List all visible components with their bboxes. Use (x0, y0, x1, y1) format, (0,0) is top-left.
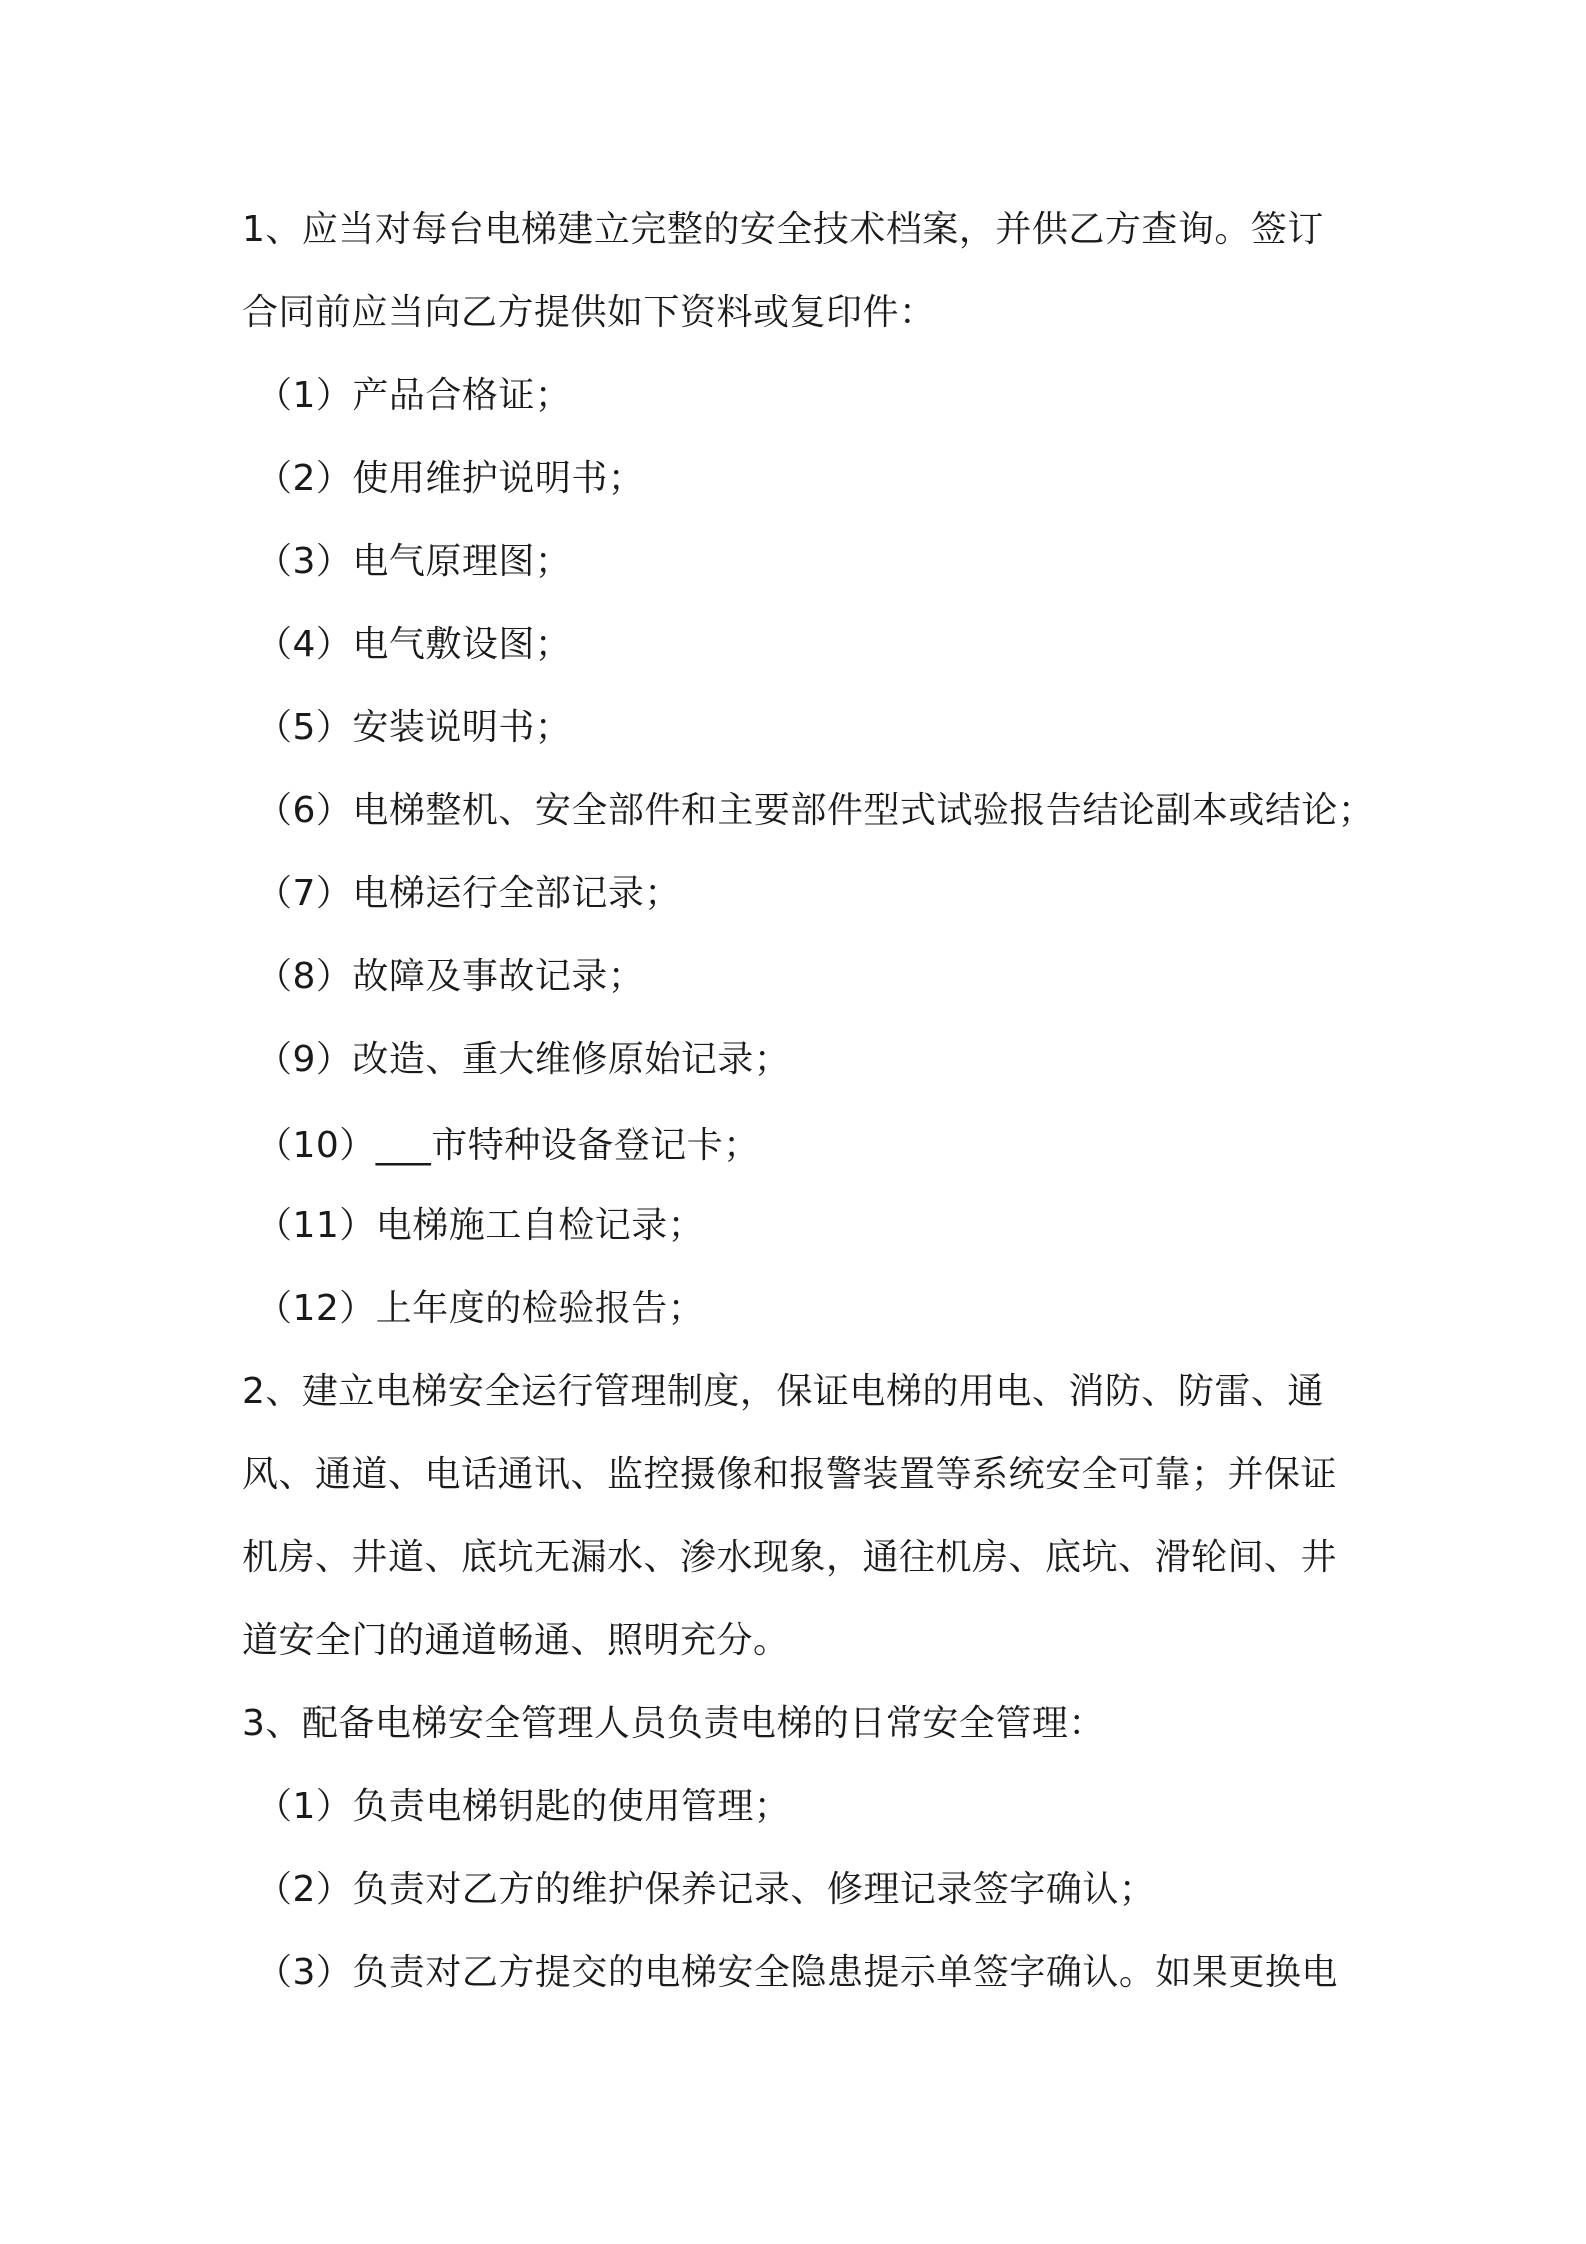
list-item: （3）电气原理图； (256, 541, 572, 582)
list-item: （2）负责对乙方的维护保养记录、修理记录签字确认； (256, 1869, 1156, 1910)
clause-1-line-1: 1、应当对每台电梯建立完整的安全技术档案，并供乙方查询。签订 (242, 209, 1324, 250)
list-item: （4）电气敷设图； (256, 624, 572, 665)
list-item: （8）故障及事故记录； (256, 956, 645, 997)
clause-2-line-1: 2、建立电梯安全运行管理制度，保证电梯的用电、消防、防雷、通 (242, 1371, 1324, 1412)
list-item: （7）电梯运行全部记录； (256, 873, 681, 914)
list-item: （10）___市特种设备登记卡； (256, 1125, 760, 1166)
clause-2-line-2: 风、通道、电话通讯、监控摄像和报警装置等系统安全可靠；并保证 (242, 1454, 1338, 1495)
clause-2-line-4: 道安全门的通道畅通、照明充分。 (242, 1620, 790, 1661)
list-item: （9）改造、重大维修原始记录； (256, 1039, 791, 1080)
list-item: （3）负责对乙方提交的电梯安全隐患提示单签字确认。如果更换电 (256, 1952, 1338, 1993)
clause-2-line-3: 机房、井道、底坑无漏水、渗水现象，通往机房、底坑、滑轮间、井 (242, 1537, 1338, 1578)
list-item: （6）电梯整机、安全部件和主要部件型式试验报告结论副本或结论； (256, 790, 1375, 831)
list-item: （11）电梯施工自检记录； (256, 1205, 705, 1246)
clause-1-line-2: 合同前应当向乙方提供如下资料或复印件： (242, 292, 936, 333)
list-item: （12）上年度的检验报告； (256, 1288, 705, 1329)
clause-3-line-1: 3、配备电梯安全管理人员负责电梯的日常安全管理： (242, 1703, 1105, 1744)
list-item: （1）负责电梯钥匙的使用管理； (256, 1786, 791, 1827)
list-item: （2）使用维护说明书； (256, 458, 645, 499)
list-item: （5）安装说明书； (256, 707, 572, 748)
list-item: （1）产品合格证； (256, 375, 572, 416)
